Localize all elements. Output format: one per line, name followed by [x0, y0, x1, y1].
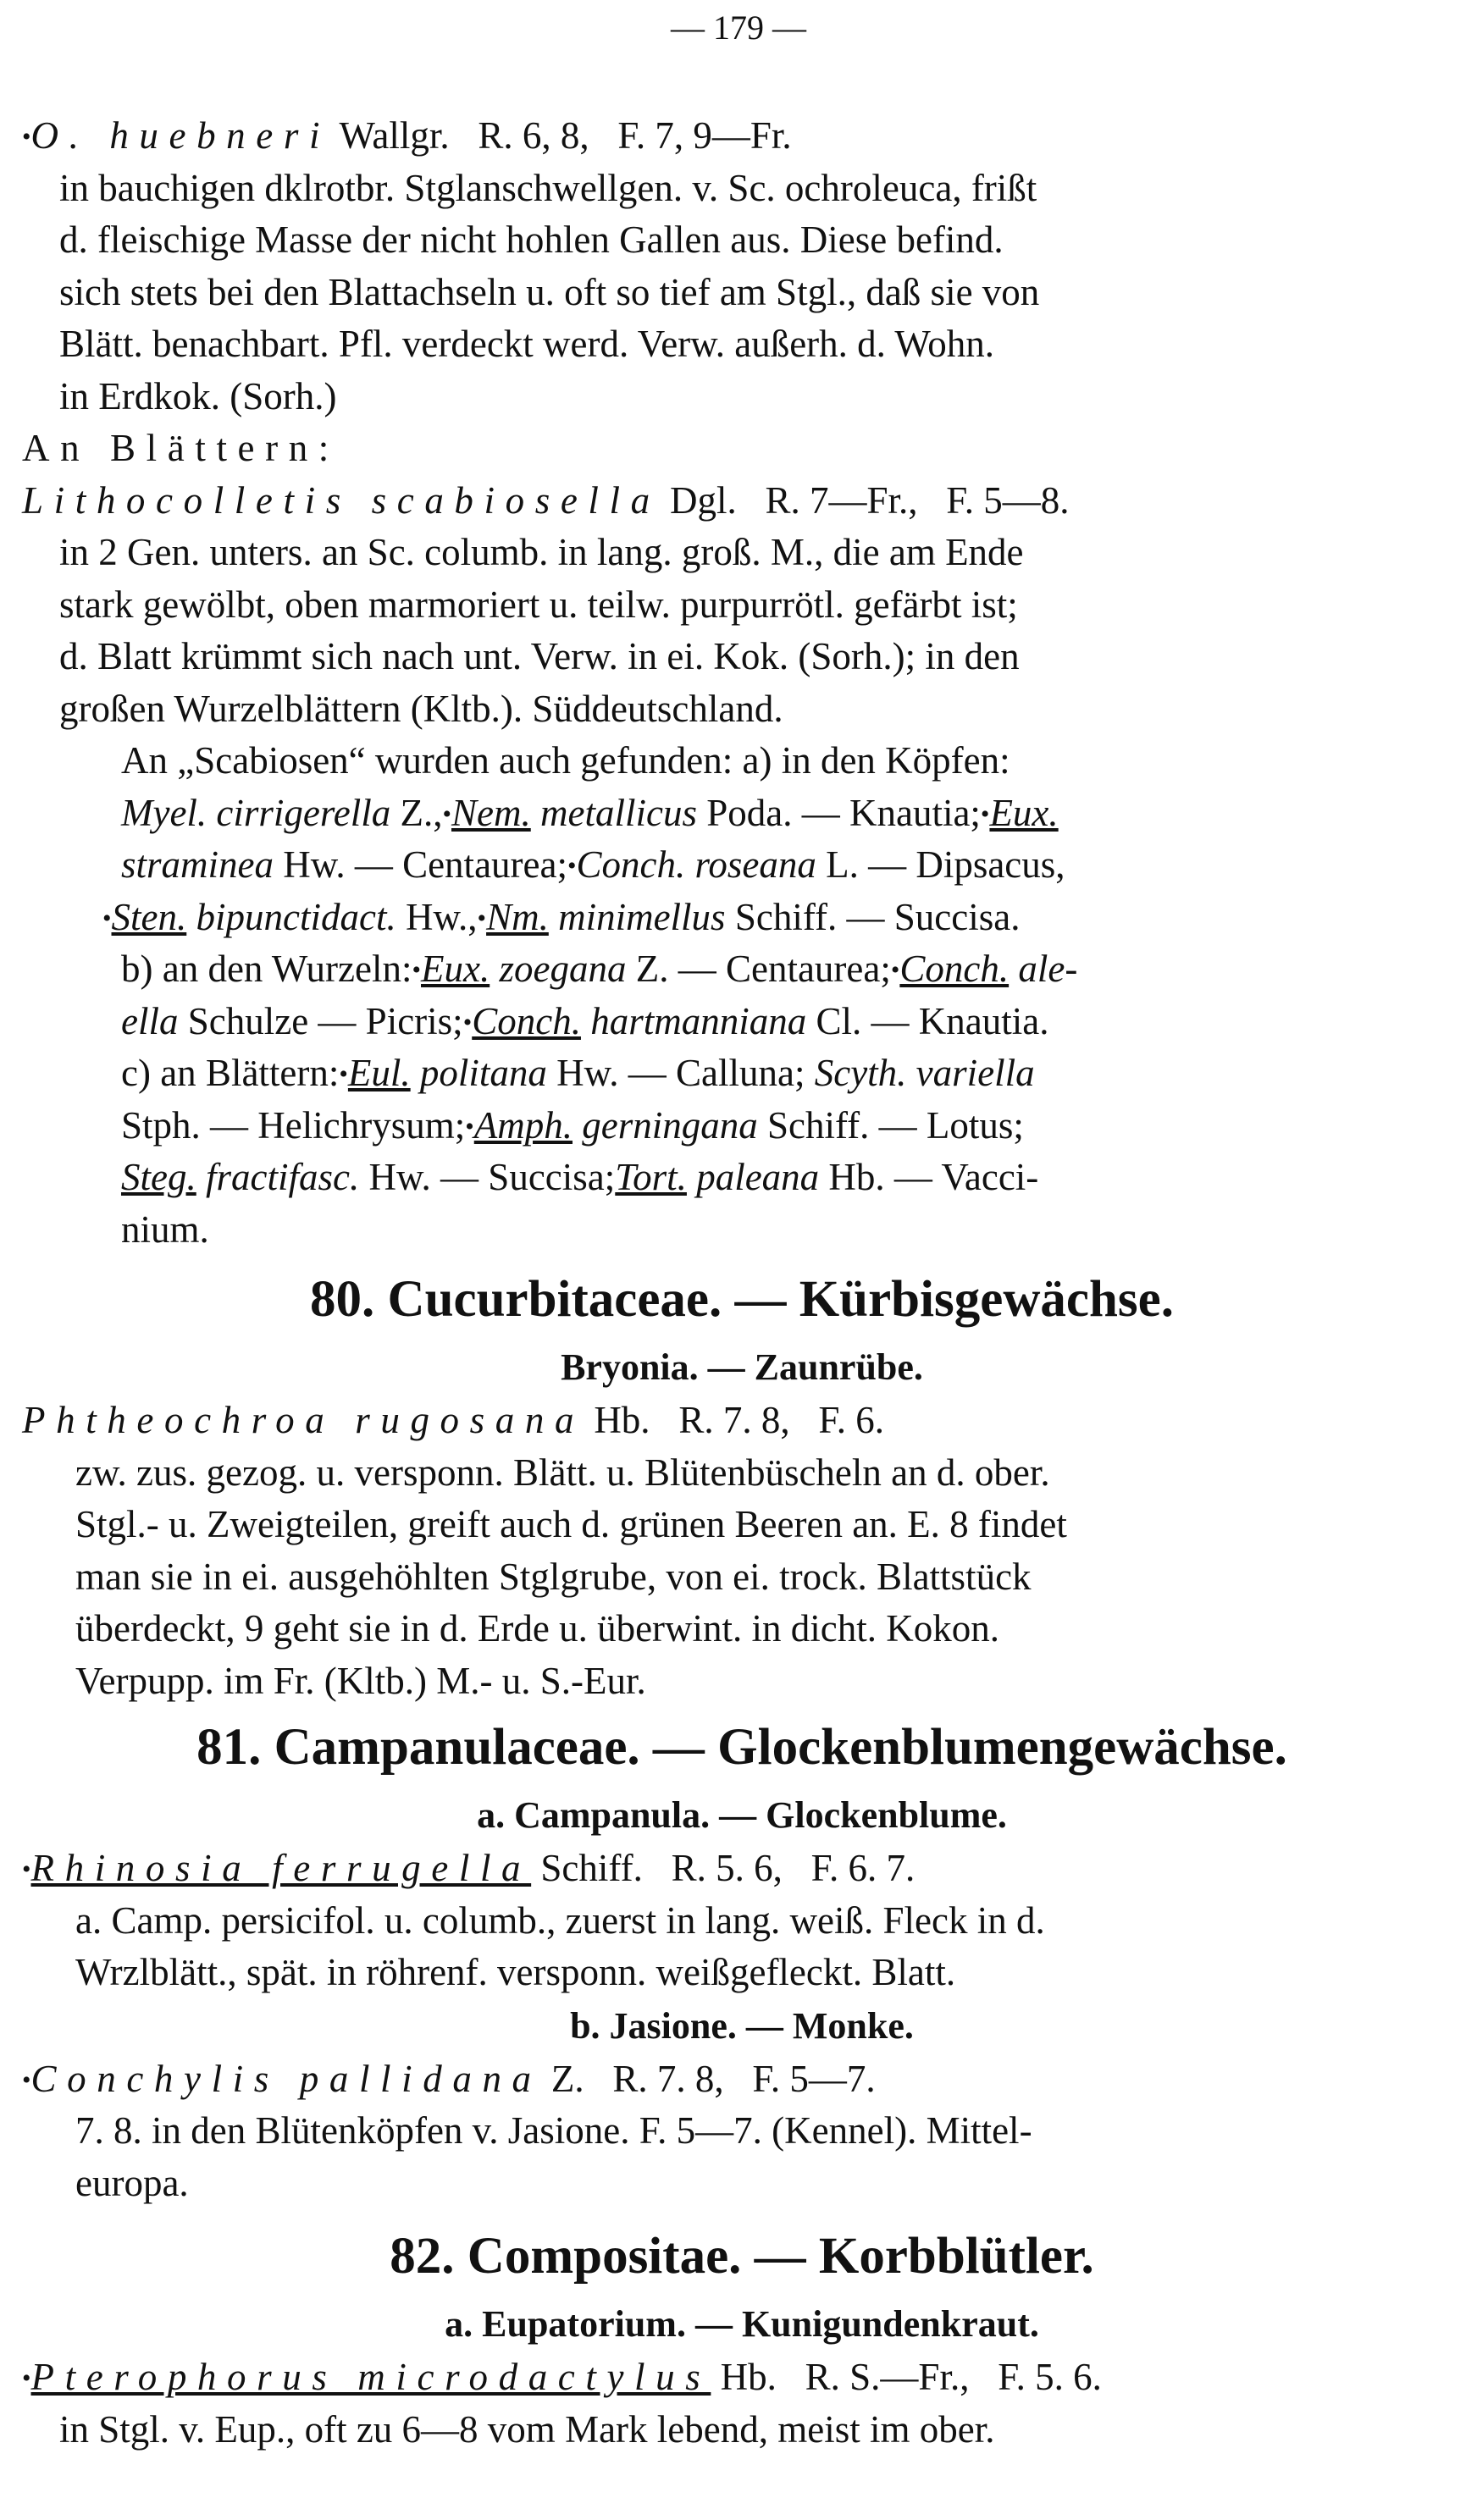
flight-times: R. 6, 8, F. 7, 9—Fr. [449, 114, 792, 157]
genus-heading: a. Eupatorium. — Kunigundenkraut. [445, 2303, 1039, 2345]
entry-headline [22, 2053, 1462, 2106]
note-line: An „Scabiosen“ wurden auch gefunden: a) in den Köpfen: [121, 739, 1010, 782]
entry-headline [22, 475, 1462, 528]
entry-text-line: 7. 8. in den Blütenköpfen v. Jasione. F. 5—7. (Kennel). Mittel- [75, 2109, 1032, 2152]
entry-headline [22, 1843, 1462, 1895]
genus-heading: a. Campanula. — Glockenblume. [477, 1794, 1007, 1836]
flight-times: R. 7. 8, F. 5—7. [584, 2057, 876, 2100]
author: Z. [541, 2057, 584, 2100]
entry-text-line: sich stets bei den Blattachseln u. oft so tief am Stgl., daß sie von [59, 270, 1040, 313]
entry-text-line: Wrzlblätt., spät. in röhrenf. versponn. weißgefleckt. Blatt. [75, 1951, 956, 1993]
author: Dgl. [660, 478, 737, 522]
bullet-mark: • [22, 1855, 31, 1883]
genus-heading: b. Jasione. — Monke. [570, 2004, 914, 2047]
note-line: b) an den Wurzeln:•Eux. zoegana Z. — Centaurea;•Conch. ale- [121, 948, 1078, 990]
flight-times: R. 5. 6, F. 6. 7. [642, 1847, 916, 1889]
flight-times: R. S.—Fr., F. 5. 6. [776, 2356, 1102, 2398]
note-line: ella Schulze — Picris;•Conch. hartmanniana Cl. — Knautia. [121, 999, 1049, 1042]
page-number: — 179 — [671, 8, 806, 47]
bullet-mark: • [477, 904, 487, 932]
flight-times: R. 7—Fr., F. 5—8. [736, 478, 1070, 522]
author: Hb. [584, 1399, 650, 1441]
note-line: nium. [121, 1208, 209, 1251]
entry-text-line: Blätt. benachbart. Pfl. verdeckt werd. Verw. außerh. d. Wohn. [59, 323, 994, 365]
species-name: Conchylis pallidana [30, 2057, 542, 2100]
note-line: c) an Blättern:•Eul. politana Hw. — Calluna; Scyth. variella [121, 1052, 1035, 1094]
entry-text-line: in bauchigen dklrotbr. Stglanschwellgen. v. Sc. ochroleuca, frißt [59, 166, 1037, 209]
note-line: Stph. — Helichrysum;•Amph. gerningana Schiff. — Lotus; [121, 1103, 1024, 1147]
bullet-mark: • [22, 2364, 31, 2392]
bullet-mark: • [465, 1112, 474, 1141]
entry-text-line: europa. [75, 2161, 189, 2204]
entry-headline [22, 2351, 1462, 2404]
bullet-mark: • [980, 799, 990, 828]
note-line: Steg. fractifasc. Hw. — Succisa;Tort. paleana Hb. — Vacci- [121, 1156, 1039, 1198]
flight-times: R. 7. 8, F. 6. [650, 1399, 885, 1441]
bullet-mark: • [567, 852, 577, 880]
note-line: straminea Hw. — Centaurea;•Conch. roseana L. — Dipsacus, [121, 843, 1065, 886]
species-name: Rhinosia ferrugella [30, 1847, 532, 1889]
genus-heading: Bryonia. — Zaunrübe. [561, 1346, 923, 1388]
entry-text-line: in Erdkok. (Sorh.) [59, 374, 337, 417]
author: Schiff. [531, 1847, 643, 1889]
entry-headline [22, 110, 1462, 163]
entry-headline [22, 1395, 1462, 1447]
entry-text-line: d. fleischige Masse der nicht hohlen Gallen aus. Diese befind. [59, 218, 1004, 261]
entry-text-line: Verpupp. im Fr. (Kltb.) M.- u. S.-Eur. [75, 1659, 646, 1702]
entry-text-line: überdeckt, 9 geht sie in d. Erde u. überwint. in dicht. Kokon. [75, 1607, 1000, 1650]
species-name: O. huebneri [30, 114, 331, 157]
bullet-mark: • [412, 956, 421, 984]
family-heading: 81. Campanulaceae. — Glockenblumengewächse. [196, 1719, 1287, 1776]
entry-text-line: a. Camp. persicifol. u. columb., zuerst in lang. weiß. Fleck in d. [75, 1898, 1045, 1942]
family-heading: 80. Cucurbitaceae. — Kürbisgewächse. [310, 1271, 1174, 1328]
entry-text-line: großen Wurzelblättern (Kltb.). Süddeutschland. [59, 687, 783, 730]
entry-text-line: stark gewölbt, oben marmoriert u. teilw. purpurrötl. gefärbt ist; [59, 583, 1018, 626]
bullet-mark: • [890, 956, 900, 984]
bullet-mark: • [339, 1060, 348, 1088]
bullet-mark: • [22, 123, 31, 151]
entry-text-line: in Stgl. v. Eup., oft zu 6—8 vom Mark lebend, meist im ober. [59, 2407, 995, 2451]
bullet-mark: • [22, 2065, 31, 2094]
bullet-mark: • [462, 1008, 473, 1036]
species-name: Phtheochroa rugosana [22, 1399, 585, 1441]
bullet-mark: • [102, 904, 112, 932]
entry-text-line: zw. zus. gezog. u. versponn. Blätt. u. Blütenbüscheln an d. ober. [75, 1451, 1050, 1494]
entry-text-line: man sie in ei. ausgehöhlten Stglgrube, von ei. trock. Blattstück [75, 1555, 1032, 1598]
entry-text-line: in 2 Gen. unters. an Sc. columb. in lang. groß. M., die am Ende [59, 531, 1024, 573]
author: Wallgr. [330, 114, 450, 157]
family-heading: 82. Compositae. — Korbblütler. [390, 2228, 1094, 2285]
note-line: Myel. cirrigerella Z.,•Nem. metallicus Poda. — Knautia;•Eux. [121, 791, 1059, 834]
species-name: Lithocolletis scabiosella [22, 478, 661, 522]
page-body [22, 110, 1462, 2456]
note-line: •Sten. bipunctidact. Hw.,•Nm. minimellus Schiff. — Succisa. [102, 895, 1021, 938]
bullet-mark: • [442, 799, 451, 828]
species-name: Pterophorus microdactylus [30, 2356, 711, 2398]
entry-text-line: Stgl.- u. Zweigteilen, greift auch d. grünen Beeren an. E. 8 findet [75, 1503, 1067, 1545]
section-label: An Blättern: [22, 427, 340, 469]
entry-text-line: d. Blatt krümmt sich nach unt. Verw. in ei. Kok. (Sorh.); in den [59, 635, 1020, 677]
author: Hb. [711, 2356, 777, 2398]
